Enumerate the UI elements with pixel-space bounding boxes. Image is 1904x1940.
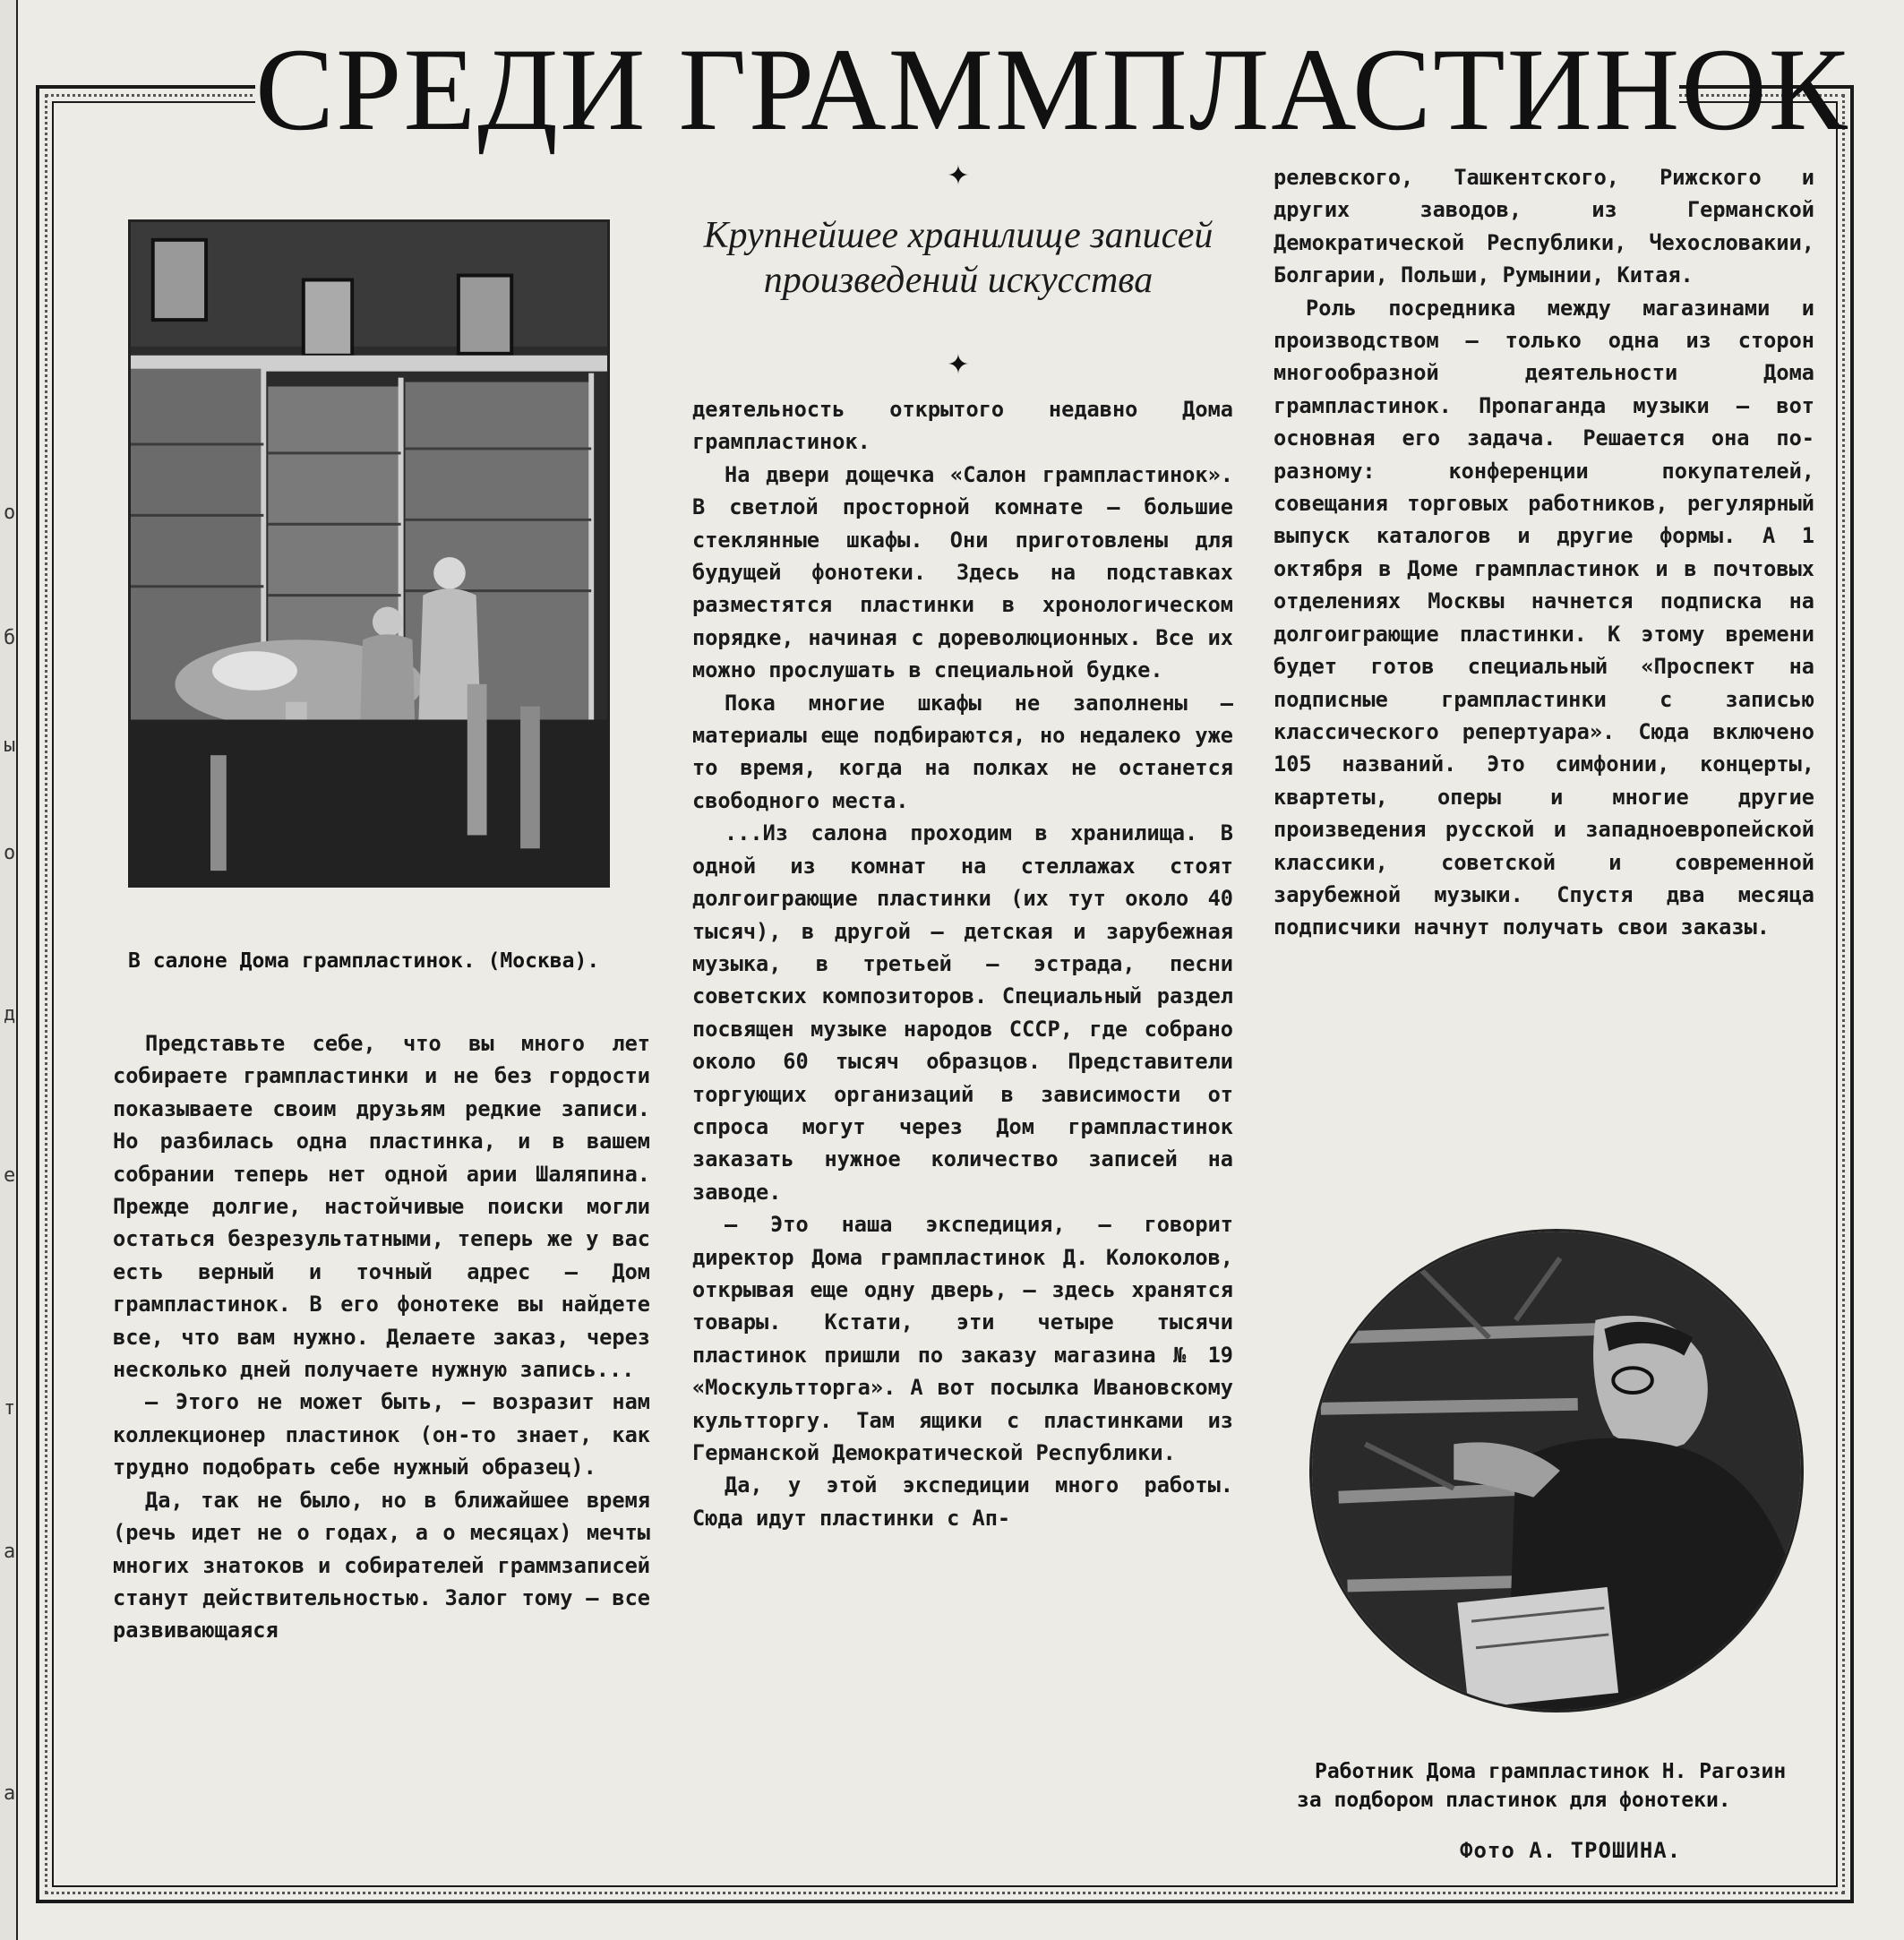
worker-selecting-records-photo xyxy=(1309,1229,1804,1713)
photo2-caption: Работник Дома грампластинок Н. Рагозин за подбором пластинок для фонотеки. xyxy=(1297,1760,1787,1812)
paragraph: Да, у этой экспедиции много работы. Сюда идут пластинки с Ап- xyxy=(692,1472,1233,1531)
headline: СРЕДИ ГРАММПЛАСТИНОК xyxy=(255,23,1849,155)
paragraph: На двери дощечка «Салон грампластинок». В светлой просторной комнате — большие стеклянные шкафы. Они приготовлены для будущей фонотеки. Здесь на подставках разместятся пластинки в хронологическом порядке, начиная с дореволюционных. Все их можно прослушать в специальной будке. xyxy=(692,461,1233,683)
paragraph: — Этого не может быть, — возразит нам коллекционер пластинок (он-то знает, как трудно подобрать себе нужный образец). xyxy=(113,1389,650,1481)
article-column-2 xyxy=(692,393,1233,1534)
paragraph: ...Из салона проходим в хранилища. В одной из комнат на стеллажах стоят долгоиграющие пластинки (их тут около 40 тысяч), в другой — детская и зарубежная музыка, в третьей — эстрада, песни советских композиторов. Специальный раздел посвящен музыке народов СССР, где собрано около 60 тысяч образцов. Представители торгующих организаций в зависимости от спроса могут через Дом грампластинок заказать нужное количество записей на заводе. xyxy=(692,820,1233,1205)
paragraph: Да, так не было, но в ближайшее время (речь идет не о годах, а о месяцах) мечты многих знатоков и собирателей граммзаписей станут действительностью. Залог тому — все развивающаяся xyxy=(113,1487,650,1644)
paragraph: — Это наша экспедиция, — говорит директор Дома грампластинок Д. Колоколов, открывая еще одну дверь, — здесь хранятся товары. Кстати, эти четыре тысячи пластинок пришли по заказу магазина № 19 «Москультторга». А вот посылка Ивановскому культторгу. Там ящики с пластинками из Германской Демократической Республики. xyxy=(692,1212,1233,1465)
paragraph: Пока многие шкафы не заполнены — материалы еще подбираются, но недалеко уже то время, когда на полках не останется свободного места. xyxy=(692,690,1233,813)
article-column-1 xyxy=(113,1027,650,1647)
ornament-diamond-icon: ✦ xyxy=(947,349,970,381)
ornament-diamond-icon: ✦ xyxy=(947,160,970,192)
photo-credit: Фото А. ТРОШИНА. xyxy=(1460,1838,1682,1863)
paragraph: Представьте себе, что вы много лет собираете грампластинки и не без гордости показываете своим друзьям редкие записи. Но разбилась одна пластинка, и в вашем собрании теперь нет одной арии Шаляпина. Прежде долгие, настойчивые поиски могли остаться безрезультатными, теперь же у вас есть верный и точный адрес — Дом грампластинок. В его фонотеке вы найдете все, что вам нужно. Делаете заказ, через несколько дней получаете нужную запись... xyxy=(113,1031,650,1383)
salon-interior-photo xyxy=(128,219,610,888)
paragraph: Роль посредника между магазинами и производством — только одна из сторон многообразной деятельности Дома грампластинок. Пропаганда музыки — вот основная его задача. Решается она по-разному: конференции покупателей, совещания торговых работников, регулярный выпуск каталогов и другие формы. А 1 октября в Доме грампластинок и в почтовых отделениях Москвы начнется подписка на долгоиграющие пластинки. К этому времени будет готов специальный «Проспект на подписные грампластинки с записью классического репертуара». Сюда включено 105 названий. Это симфонии, концерты, квартеты, оперы и многие другие произведения русской и западноевропейской классики, советской и современной зарубежной музыки. Спустя два месяца подписчики начнут получать свои заказы. xyxy=(1274,295,1814,940)
subheadline: Крупнейшее хранилище записей произведений искусства xyxy=(703,215,1214,301)
article-column-3 xyxy=(1274,161,1814,944)
paragraph: релевского, Ташкентского, Рижского и других заводов, из Германской Демократической Республики, Чехословакии, Болгарии, Польши, Румынии, Китая. xyxy=(1274,165,1814,288)
adjacent-column-edge: о б ы о д е т а а xyxy=(0,0,18,1940)
paragraph: деятельность открытого недавно Дома грампластинок. xyxy=(692,397,1233,455)
photo1-caption: В салоне Дома грампластинок. (Москва). xyxy=(128,949,600,973)
